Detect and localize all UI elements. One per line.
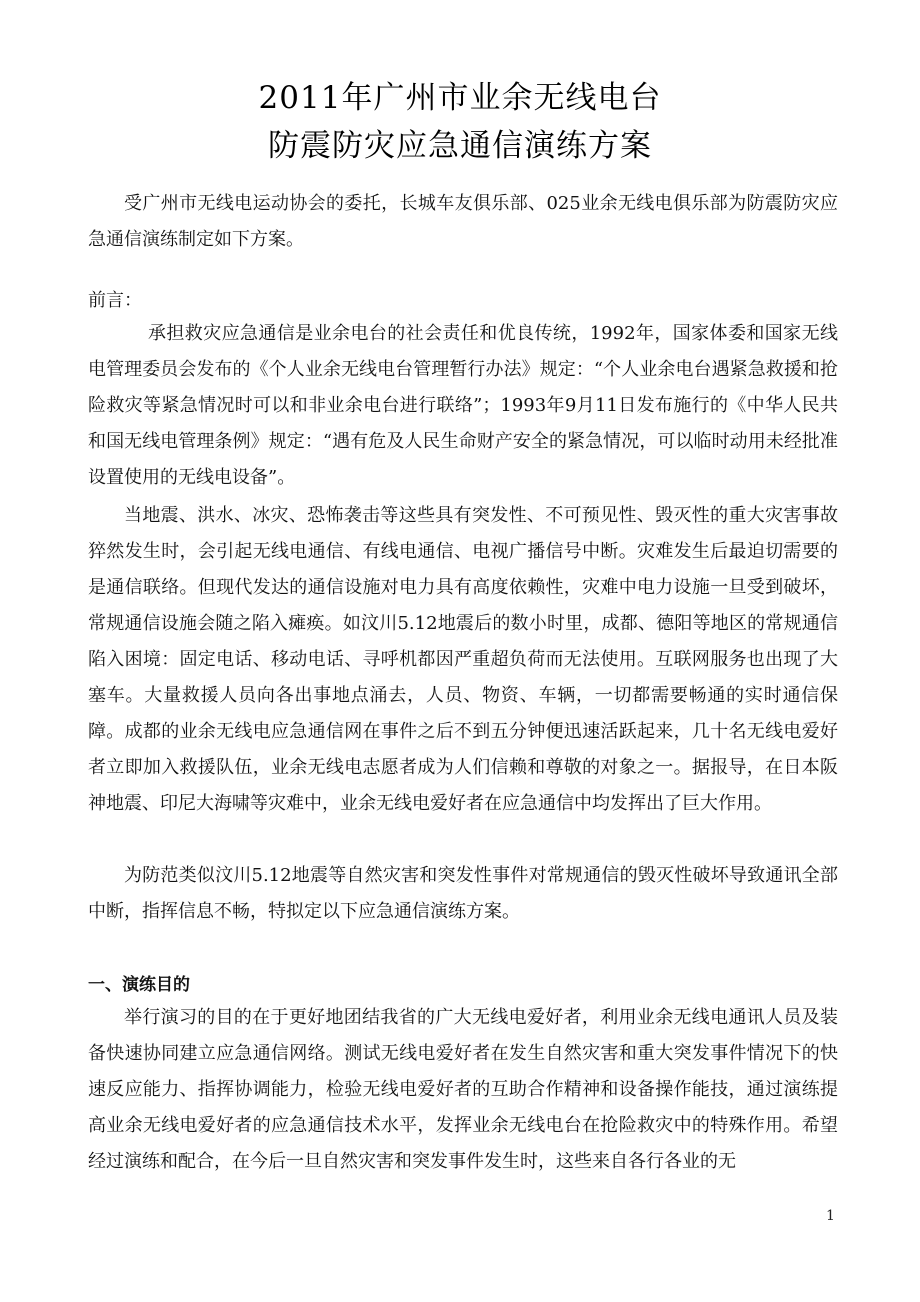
preface-paragraph-2: 当地震、洪水、冰灾、恐怖袭击等这些具有突发性、不可预见性、毁灭性的重大灾害事故猝然发生时，会引起无线电通信、有线电通信、电视广播信号中断。灾难发生后最迫切需要的是通信联络。但现代发达的通信设施对电力具有高度依赖性，灾难中电力设施一旦受到破坏，常规通信设施会随之陷入瘫痪。如汶川5.12地震后的数小时里，成都、德阳等地区的常规通信陷入困境：固定电话、移动电话、寻呼机都因严重超负荷而无法使用。互联网服务也出现了大塞车。大量救援人员向各出事地点涌去，人员、物资、车辆，一切都需要畅通的实时通信保障。成都的业余无线电应急通信网在事件之后不到五分钟便迅速活跃起来，几十名无线电爱好者立即加入救援队伍，业余无线电志愿者成为人们信赖和尊敬的对象之一。据报导，在日本阪神地震、印尼大海啸等灾难中，业余无线电爱好者在应急通信中均发挥出了巨大作用。 <box>88 505 838 814</box>
title-line-1: 2011年广州市业余无线电台 <box>258 80 662 116</box>
preface-paragraph-1: 承担救灾应急通信是业余电台的社会责任和优良传统，1992年，国家体委和国家无线电管理委员会发布的《个人业余无线电台管理暂行办法》规定：“个人业余电台遇紧急救援和抢险救灾等紧急情况时可以和非业余电台进行联络”；1993年9月11日发布施行的《中华人民共和国无线电管理条例》规定：“遇有危及人民生命财产安全的紧急情况，可以临时动用未经批准设置使用的无线电设备”。 <box>88 323 838 488</box>
page-number: 1 <box>826 1208 835 1224</box>
preface-label: 前言： <box>88 290 142 311</box>
section-heading: 一、演练目的 <box>88 975 190 995</box>
title-line-2: 防震防灾应急通信演练方案 <box>268 128 652 164</box>
intro-paragraph: 受广州市无线电运动协会的委托，长城车友俱乐部、025业余无线电俱乐部为防震防灾应急通信演练制定如下方案。 <box>88 193 838 250</box>
section-1-paragraph: 举行演习的目的在于更好地团结我省的广大无线电爱好者，利用业余无线电通讯人员及装备快速协同建立应急通信网络。测试无线电爱好者在发生自然灾害和重大突发事件情况下的快速反应能力、指挥协调能力，检验无线电爱好者的互助合作精神和设备操作能技，通过演练提高业余无线电爱好者的应急通信技术水平，发挥业余无线电台在抢险救灾中的特殊作用。希望经过演练和配合，在今后一旦自然灾害和突发事件发生时，这些来自各行各业的无 <box>88 1007 838 1172</box>
preface-paragraph-3: 为防范类似汶川5.12地震等自然灾害和突发性事件对常规通信的毁灭性破坏导致通讯全部中断，指挥信息不畅，特拟定以下应急通信演练方案。 <box>88 865 838 922</box>
